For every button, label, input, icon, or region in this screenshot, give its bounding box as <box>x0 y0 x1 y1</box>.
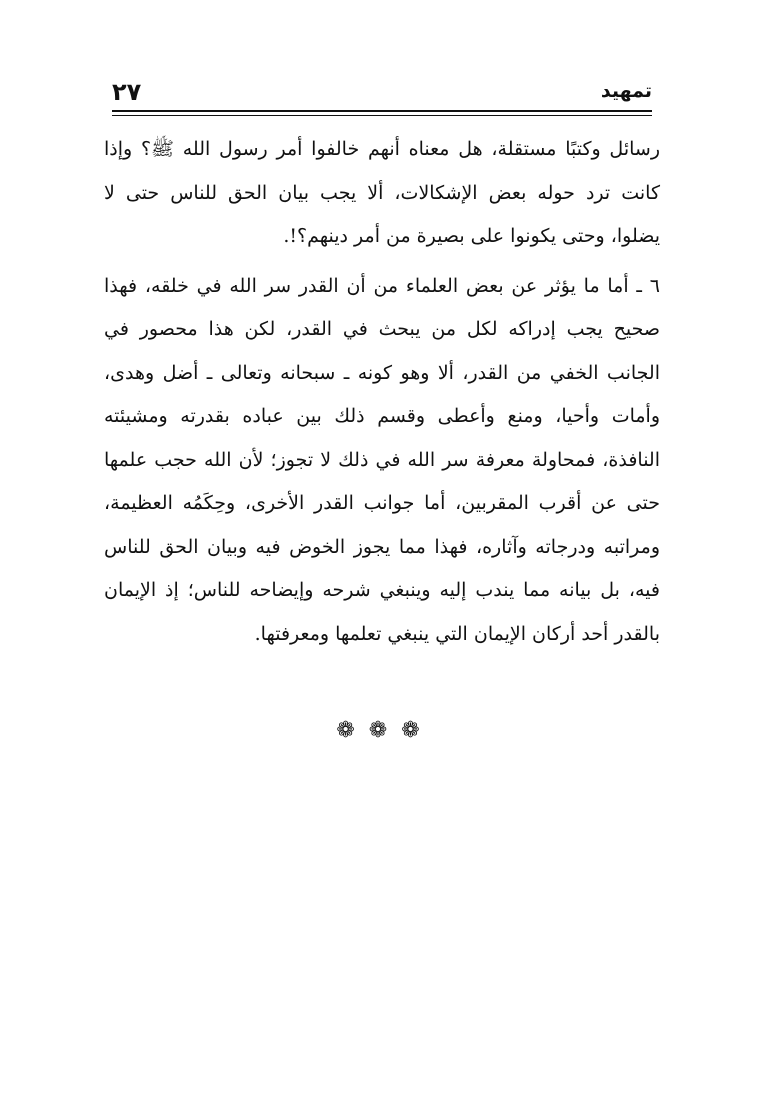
header-rule-thin <box>112 115 652 116</box>
paragraph-2: ٦ ـ أما ما يؤثر عن بعض العلماء من أن القدر سر الله في خلقه، فهذا صحيح يجب إدراكه لكل من يبحث في القدر، لكن هذا محصور في الجانب الخفي من القدر، ألا وهو كونه ـ سبحانه وتعالى ـ أضل وهدى، وأمات وأحيا، ومنع وأعطى وقسم ذلك بين عباده بقدرته ومشيئته النافذة، فمحاولة معرفة سر الله في ذلك لا تجوز؛ لأن الله حجب علمها حتى عن أقرب المقربين، أما جوانب القدر الأخرى، وحِكَمُه العظيمة، ومراتبه ودرجاته وآثاره، فهذا مما يجوز الخوض فيه وبيان الحق للناس فيه، بل بيانه مما يندب إليه وينبغي شرحه وإيضاحه للناس؛ إذ الإيمان بالقدر أحد أركان الإيمان التي ينبغي تعلمها ومعرفتها. <box>104 274 660 645</box>
chapter-title: تمهيد <box>600 80 652 102</box>
section-separator-ornament: ❁❁❁ <box>336 718 434 743</box>
running-head <box>112 78 652 108</box>
body-text <box>104 128 660 656</box>
header-rule-thick <box>112 110 652 112</box>
page-number: ٢٧ <box>112 78 142 106</box>
paragraph-1: رسائل وكتبًا مستقلة، هل معناه أنهم خالفوا أمر رسول الله ﷺ؟ وإذا كانت ترد حوله بعض الإشكالات، ألا يجب بيان الحق للناس حتى لا يضلوا، وحتى يكونوا على بصيرة من أمر دينهم؟!. <box>104 138 660 247</box>
